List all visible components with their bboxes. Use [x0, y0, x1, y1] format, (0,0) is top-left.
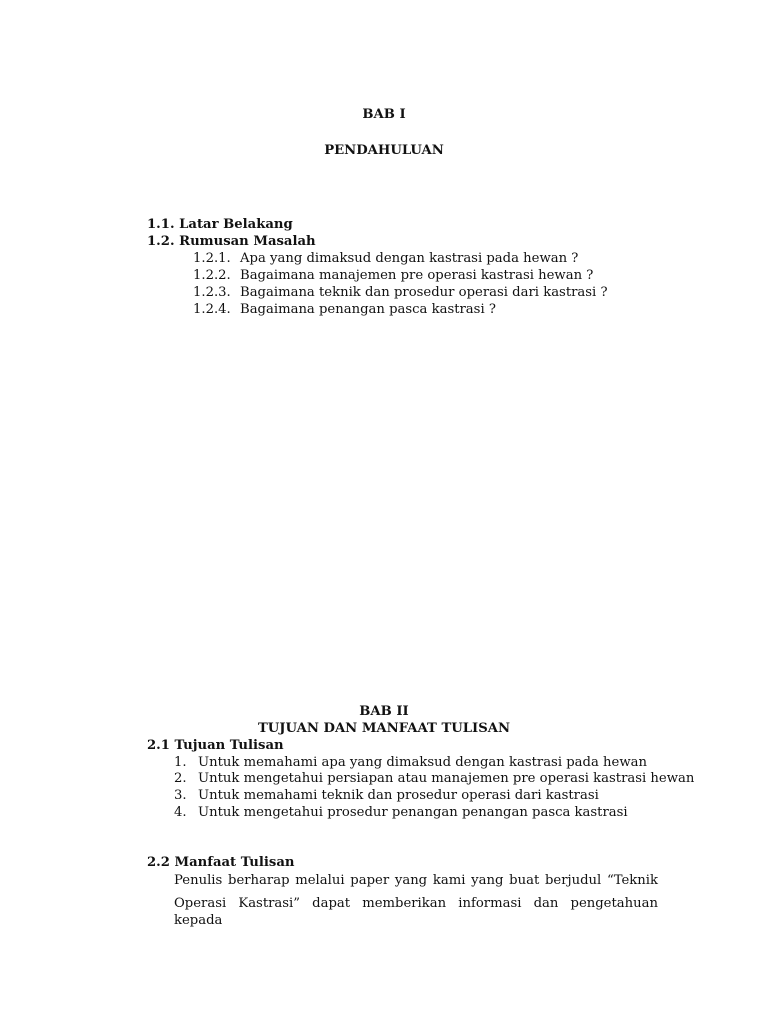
- rumusan-item: Bagaimana manajemen pre operasi kastrasi hewan ?: [240, 268, 594, 283]
- bab2-heading: BAB II: [359, 704, 409, 719]
- tujuan-number: 3.: [174, 788, 187, 803]
- tujuan-item: Untuk memahami apa yang dimaksud dengan kastrasi pada hewan: [198, 755, 647, 770]
- tujuan-number: 2.: [174, 771, 187, 786]
- tujuan-item: Untuk mengetahui prosedur penangan penangan pasca kastrasi: [198, 805, 628, 820]
- rumusan-item: Bagaimana teknik dan prosedur operasi dari kastrasi ?: [240, 285, 608, 300]
- rumusan-item: Bagaimana penangan pasca kastrasi ?: [240, 302, 496, 317]
- rumusan-number: 1.2.2.: [193, 268, 231, 283]
- manfaat-paragraph-line: Penulis berharap melalui paper yang kami yang buat berjudul “Teknik: [174, 873, 658, 888]
- section-latar-belakang: 1.1. Latar Belakang: [147, 217, 293, 232]
- section-tujuan-tulisan: 2.1 Tujuan Tulisan: [147, 738, 284, 753]
- tujuan-number: 1.: [174, 755, 187, 770]
- rumusan-number: 1.2.1.: [193, 251, 231, 266]
- tujuan-item: Untuk memahami teknik dan prosedur operasi dari kastrasi: [198, 788, 599, 803]
- manfaat-paragraph-line: Operasi Kastrasi” dapat memberikan informasi dan pengetahuan kepada: [174, 896, 658, 928]
- bab2-title: TUJUAN DAN MANFAAT TULISAN: [257, 721, 511, 736]
- section-manfaat-tulisan: 2.2 Manfaat Tulisan: [147, 855, 295, 870]
- rumusan-number: 1.2.3.: [193, 285, 231, 300]
- bab1-title: PENDAHULUAN: [324, 143, 444, 158]
- tujuan-number: 4.: [174, 805, 187, 820]
- rumusan-number: 1.2.4.: [193, 302, 231, 317]
- tujuan-item: Untuk mengetahui persiapan atau manajemen pre operasi kastrasi hewan: [198, 771, 695, 786]
- section-rumusan-masalah: 1.2. Rumusan Masalah: [147, 234, 316, 249]
- rumusan-item: Apa yang dimaksud dengan kastrasi pada hewan ?: [240, 251, 579, 266]
- bab1-heading: BAB I: [362, 107, 406, 122]
